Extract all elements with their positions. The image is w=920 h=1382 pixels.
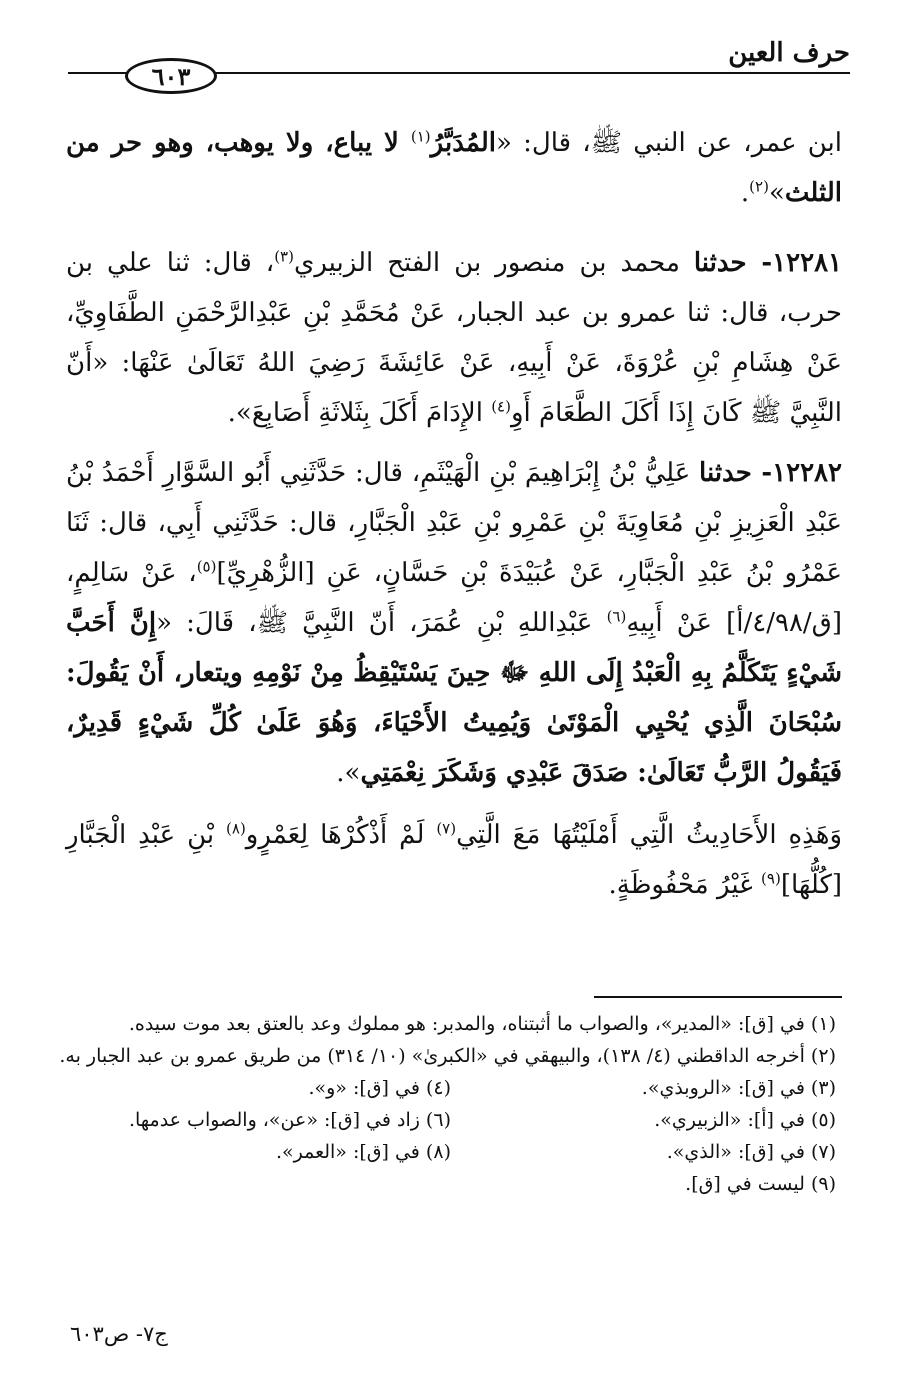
footnote-row-3-4 — [66, 1072, 836, 1104]
footnote-ref-3: (٣) — [274, 247, 294, 266]
footnote-separator — [594, 996, 842, 998]
footnote-row-7-8 — [66, 1136, 836, 1168]
p3-text-b: ، عَنْ سَالِمٍ، [ق/٤/٩٨/أ] عَنْ أَبِيهِ — [66, 558, 842, 638]
page-number-badge — [125, 58, 217, 94]
page-number: ٦٠٣ — [151, 61, 191, 91]
footnote-6: (٦) زاد في [ق]: «عن»، والصواب عدمها. — [128, 1109, 451, 1131]
chapter-title: حرف العين — [728, 38, 850, 68]
footnote-3: (٣) في [ق]: «الروبذي». — [641, 1077, 836, 1099]
p1-bold-a: المُدَبَّرُ — [430, 128, 497, 158]
p3-text-a: عَلِيُّ بْنُ إِبْرَاهِيمَ بْنِ الْهَيْثَمِ، قال: حَدَّثَنِي أَبُو السَّوَّارِ أَحْمَدُ بْنُ عَبْدِ الْعَزِيزِ بْنِ مُعَاوِيَةَ بْنِ عَمْرِو بْنِ عَبْدِ الْجَبَّارِ، قال: حَدَّثَنِي أَبِي، قال: ثَنَا عَمْرُو بْنُ عَبْدِ الْجَبَّارِ، عَنْ عُبَيْدَةَ بْنِ حَسَّانٍ، عَنِ [الزُّهْرِيِّ] — [66, 458, 842, 588]
footnote-ref-5: (٥) — [196, 557, 217, 576]
p3-text-c: عَبْدِاللهِ بْنِ عُمَرَ، أَنّ النَّبِيَّ ﷺ، قَالَ: « — [156, 608, 607, 638]
hadith-number-12282: ١٢٢٨٢- حدثنا — [699, 458, 842, 488]
hadith-number-12281: ١٢٢٨١- حدثنا — [693, 248, 842, 278]
volume-page-reference: ج٧- ص٦٠٣ — [70, 1322, 168, 1346]
footnote-ref-4: (٤) — [491, 397, 511, 416]
footnote-ref-1: (١) — [410, 127, 431, 146]
p4-text-c: بْنِ عَبْدِ الْجَبَّارِ [كُلُّهَا] — [66, 820, 842, 900]
p1-text-b: » — [768, 178, 785, 208]
p1-bold-b: لا يباع، ولا يوهب، وهو حر من الثلث — [66, 128, 842, 208]
p3-bold-a: إِنَّ أَحَبَّ شَيْءٍ يَتَكَلَّمُ بِهِ الْعَبْدُ إِلَى اللهِ ﷻ حِينَ يَسْتَيْقِظُ مِنْ نَوْمِهِ ويتعار، أَنْ يَقُولَ: سُبْحَانَ الَّذِي يُحْيِي الْمَوْتَىٰ وَيُمِيتُ الأَحْيَاءَ، وَهُوَ عَلَىٰ كُلِّ شَيْءٍ قَدِيرٌ، فَيَقُولُ الرَّبُّ تَعَالَىٰ: صَدَقَ عَبْدِي وَشَكَرَ نِعْمَتِي — [66, 608, 842, 788]
paragraph-hadith-12282 — [66, 448, 842, 798]
footnote-1: (١) في [ق]: «المدير»، والصواب ما أثبتناه، والمدبر: هو مملوك وعد بالعتق بعد موت سيده. — [128, 1013, 836, 1035]
footnote-ref-8: (٨) — [226, 819, 246, 838]
footnote-4: (٤) في [ق]: «و». — [308, 1077, 451, 1099]
p2-text-c: الإِدَامَ أَكَلَ بِثَلاثَةِ أَصَابِعَ». — [227, 398, 492, 428]
footnote-8: (٨) في [ق]: «العمر». — [275, 1141, 451, 1163]
paragraph-1 — [66, 118, 842, 218]
main-text — [66, 118, 842, 922]
footnote-row-5-6 — [66, 1104, 836, 1136]
p2-text-a: محمد بن منصور بن الفتح الزبيري — [293, 248, 694, 278]
p4-text-a: وَهَذِهِ الأَحَادِيثُ الَّتِي أَمْلَيْتُهَا مَعَ الَّتِي — [456, 820, 842, 850]
footnote-ref-9: (٩) — [761, 869, 781, 888]
footnote-ref-6: (٦) — [606, 607, 627, 626]
footnotes — [59, 1008, 836, 1200]
footnote-7: (٧) في [ق]: «الذي». — [666, 1141, 836, 1163]
p1-text-a: ابن عمر، عن النبي ﷺ، قال: « — [496, 128, 842, 158]
footnote-5: (٥) في [أ]: «الزبيري». — [654, 1109, 836, 1131]
p4-text-b: لَمْ أَذْكُرْهَا لِعَمْرٍو — [245, 820, 437, 850]
p1-text-c: . — [740, 178, 750, 208]
paragraph-closing — [66, 810, 842, 910]
p2-text-b: ، قال: ثنا علي بن حرب، قال: ثنا عمرو بن عبد الجبار، عَنْ مُحَمَّدِ بْنِ عَبْدِالرَّحْمَنِ الطَّفَاوِيِّ، عَنْ هِشَامِ بْنِ عُرْوَةَ، عَنْ أَبِيهِ، عَنْ عَائِشَةَ رَضِيَ اللهُ تَعَالَىٰ عَنْهَا: «أَنّ النَّبِيَّ ﷺ كَانَ إِذَا أَكَلَ الطَّعَامَ أَوِ — [66, 248, 842, 428]
footnote-2: (٢) أخرجه الداقطني (٤/ ١٣٨)، والبيهقي في «الكبرىٰ» (١٠/ ٣١٤) من طريق عمرو بن عبد الجبار به. — [59, 1045, 836, 1067]
p4-text-d: غَيْرُ مَحْفُوظَةٍ. — [608, 870, 762, 900]
footnote-ref-2: (٢) — [749, 177, 769, 196]
footnote-ref-7: (٧) — [436, 819, 457, 838]
footnote-9: (٩) ليست في [ق]. — [685, 1173, 836, 1195]
paragraph-hadith-12281 — [66, 238, 842, 438]
p3-text-d: ». — [336, 758, 361, 788]
